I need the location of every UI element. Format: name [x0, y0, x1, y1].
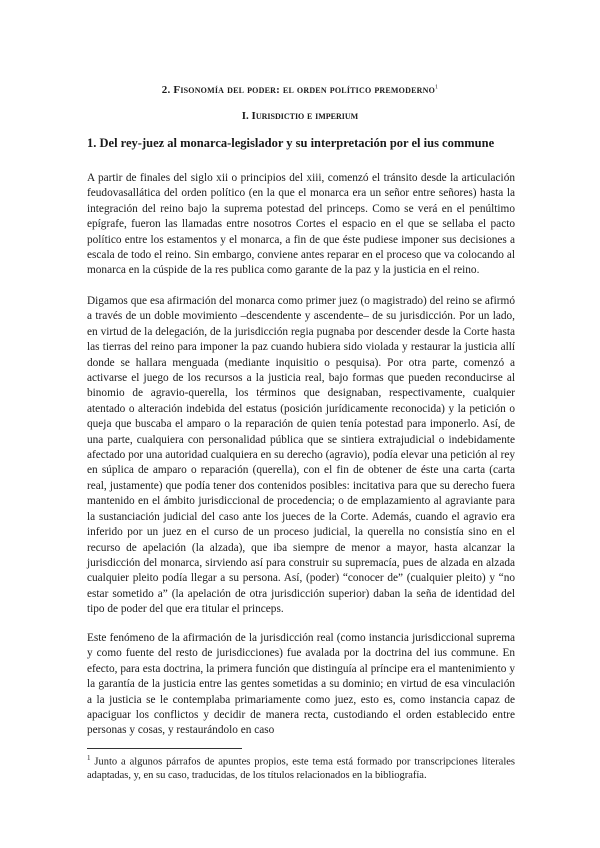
footnote-text: Junto a algunos párrafos de apuntes propios, este tema está formado por transcripciones literales adaptadas, y, en su caso, traducidas, de los títulos relacionados en la bibliografía. — [87, 756, 516, 781]
chapter-footnote-marker: 1 — [435, 84, 439, 91]
section-heading: 1. Del rey-juez al monarca-legislador y su interpretación por el ius commune — [87, 136, 495, 150]
footnote — [87, 752, 515, 782]
chapter-heading — [0, 84, 600, 96]
footnote-number: 1 — [87, 754, 91, 762]
part-heading: I. Iurisdictio e imperium — [241, 110, 359, 122]
body-paragraph: Digamos que esa afirmación del monarca como primer juez (o magistrado) del reino se afirmó a través de un doble movimiento –descendente y ascendente– de su jurisdicción. Por un lado, en virtud de la delegación, de la jurisdicción regia pugnaba por descender desde la Corte hasta las tierras del reino para imponer la paz cuando hubiera sido violada y restaurar la justicia allí donde se hallara menguada (mediante inquisitio o pesquisa). Por otra parte, comenzó a activarse el juego de los recursos a la justicia real, bajo formas que pueden reconducirse al binomio de agravio-querella, los términos que designaban, respectivamente, cualquier atentado o alteración indebida del estatus (posición jurídicamente reconocida) y la petición o queja que buscaba el amparo o la reparación de quien tenía potestad para imponerlo. Así, de una parte, cualquiera con personalidad pública que se sintiera extrajudicial o indebidamente afectado por una autoridad cualquiera en su derecho (agravio), podía elevar una petición al rey en súplica de amparo o reparación (querella), con el fin de obtener de éste una carta (carta real, justamente) que podía tener dos contenidos posibles: incitativa para que su derecho fuera mantenido en el ámbito jurisdiccional de procedencia; o de emplazamiento al agraviante para la sustanciación judicial del caso ante los jueces de la Corte. Además, cuando el agravio era inferido por un juez en el curso de un proceso judicial, la querella no consistía sino en el recurso de apelación (la alzada), que iba siempre de menor a mayor, hasta alcanzar la jurisdicción del monarca, sirviendo así para construir su supremacía, pues de alzada en alzada cualquier pleito podía llegar a su persona. Así, (poder) “conocer de” (cualquier pleito) y “no estar sometido a” (la apelación de otra jurisdicción superior) daban la seña de identidad del tipo de poder del que era titular el princeps. — [87, 295, 515, 616]
chapter-title: 2. Fisonomía del poder: el orden político premoderno — [161, 84, 435, 96]
footnote-divider — [87, 748, 242, 749]
body-paragraph: A partir de finales del siglo xii o principios del xiii, comenzó el tránsito desde la articulación feudovasallática del orden político (en la que el monarca era un señor entre señores) hasta la integración del reino bajo la suprema potestad del princeps. Como se verá en el penúltimo epígrafe, fueron las llamadas entre nosotros Cortes el espacio en el que se sellaba el pacto político entre los estamentos y el monarca, a fin de que éste pudiese imponer sus decisiones a escala de todo el reino. Sin embargo, conviene antes reparar en el proceso que va colocando al monarca en la cúspide de la res publica como garante de la paz y la justicia en el reino. — [87, 172, 515, 277]
body-paragraph: Este fenómeno de la afirmación de la jurisdicción real (como instancia jurisdiccional suprema y como fuente del resto de jurisdicciones) fue avalada por la doctrina del ius commune. En efecto, para esta doctrina, la primera función que distinguía al príncipe era el mantenimiento y la garantía de la justicia entre las gentes sometidas a su dominio; en virtud de esa vinculación a la justicia se le contemplaba primariamente como juez, esto es, como instancia capaz de apaciguar los conflictos y decidir de manera recta, custodiando el orden establecido entre personas y cosas, y restaurándolo en caso — [87, 632, 515, 737]
